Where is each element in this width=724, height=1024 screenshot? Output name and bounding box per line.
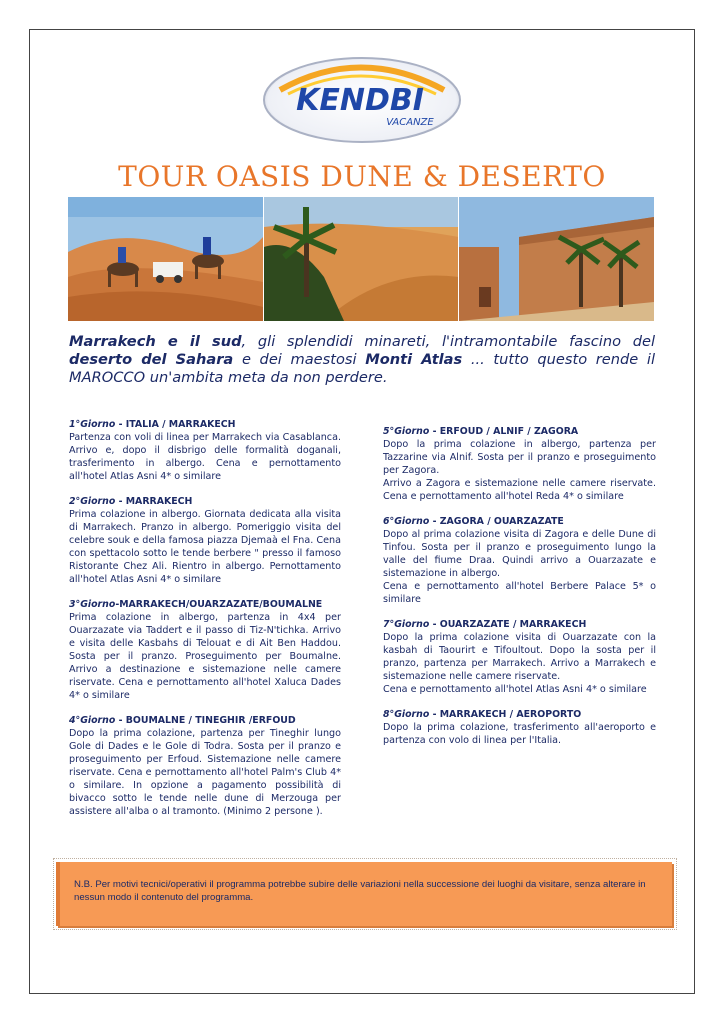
day-number: 6°Giorno [383,516,430,527]
note-text: N.B. Per motivi tecnici/operativi il programma potrebbe subire delle variazioni nella successione dei luoghi da visitare, senza alterare in nessun modo il contenuto del programma. [74,879,646,903]
day-title: - ITALIA / MARRAKECH [115,419,236,430]
photo-strip [68,197,654,321]
day-number: 8°Giorno [383,709,430,720]
day-title: - ZAGORA / OUARZAZATE [429,516,564,527]
day-description: Dopo la prima colazione, partenza per Tineghir lungo Gole di Dades e le Gole di Todra. Sosta per il pranzo e proseguimento per Erfoud. Sistemazione nelle camere riservate. Cena e pernottamento all'hotel Palm's Club 4* o similare. In opzione a pagamento possibilità di bivacco sotto le tende nelle dune di Merzouga per assistere all'alba o al tramonto. (Minimo 2 persone ). [69,728,341,817]
day-6 [383,515,656,606]
day-3 [69,598,341,702]
day-description-extra: Arrivo a Zagora e sistemazione nelle camere riservate. Cena e pernottamento all'hotel Reda 4* o similare [383,478,656,502]
day-heading [69,598,341,611]
intro-highlight-atlas: Monti Atlas [365,351,463,368]
kendbi-logo [260,50,464,146]
day-number: 4°Giorno [69,715,116,726]
desert-camels-jeep-photo [68,197,263,321]
day-heading [69,714,341,727]
day-4 [69,714,341,818]
kasbah-walls-photo [459,197,654,321]
day-8 [383,708,656,747]
intro-paragraph [69,333,655,387]
day-title: - MARRAKECH / AEROPORTO [429,709,582,720]
day-heading [383,618,656,631]
note-box [56,862,672,926]
day-heading [383,708,656,721]
intro-text: e dei maestosi [233,351,366,368]
palm-dunes-photo [264,197,459,321]
page-title: TOUR OASIS DUNE & DESERTO [118,160,606,193]
day-description: Prima colazione in albergo. Giornata dedicata alla visita di Marrakech. Pranzo in albergo. Pomeriggio visita del celebre souk e della famosa piazza Djemaà el Fna. Cena con spettacolo sotto le tende berbere " presso il famoso Ristorante Chez Ali. Rientro in albergo. Pernottamento all'hotel Atlas Asni 4* o similare [69,509,341,585]
day-description: Dopo la prima colazione, trasferimento all'aeroporto e partenza con volo di linea per l'Italia. [383,722,656,746]
itinerary-left-column [69,418,341,830]
day-number: 2°Giorno [69,496,116,507]
day-description: Prima colazione in albergo, partenza in 4x4 per Ouarzazate via Taddert e il passo di Tiz-N'tichka. Arrivo e visita delle Kasbahs di Telouat e di Ait Ben Haddou. Sosta per il pranzo. Proseguimento per Boumalne. Arrivo a destinazione e sistemazione nelle camere riservate. Cena e pernottamento all'hotel Xaluca Dades 4* o similare [69,612,341,701]
day-description: Dopo la prima colazione in albergo, partenza per Tazzarine via Alnif. Sosta per il pranzo e proseguimento per Zagora. [383,439,656,476]
day-description-extra: Cena e pernottamento all'hotel Berbere Palace 5* o similare [383,581,656,605]
day-title: -MARRAKECH/OUARZAZATE/BOUMALNE [115,599,323,610]
day-number: 3°Giorno [69,599,116,610]
day-title: - OUARZAZATE / MARRAKECH [429,619,587,630]
note-accent-bar [56,862,60,926]
intro-highlight-sahara: deserto del Sahara [69,351,234,368]
itinerary-right-column [383,425,656,759]
day-description: Dopo la prima colazione visita di Ouarzazate con la kasbah di Taourirt e Tifoultout. Dopo la sosta per il pranzo, partenza per Marrakech. Arrivo a Marrakech e sistemazione nelle camere riservate. [383,632,656,682]
day-description: Dopo al prima colazione visita di Zagora e delle Dune di Tinfou. Sosta per il pranzo e proseguimento lungo la valle del fiume Draa. Quindi arrivo a Ouarzazate e sistemazione in albergo. [383,529,656,579]
day-heading [383,515,656,528]
day-2 [69,495,341,586]
day-heading [383,425,656,438]
day-number: 5°Giorno [383,426,430,437]
day-heading [69,495,341,508]
day-description-extra: Cena e pernottamento all'hotel Atlas Asni 4* o similare [383,684,647,695]
day-title: - ERFOUD / ALNIF / ZAGORA [429,426,579,437]
day-7 [383,618,656,696]
day-number: 1°Giorno [69,419,116,430]
day-number: 7°Giorno [383,619,430,630]
logo-tagline: VACANZE [386,117,434,128]
day-title: - MARRAKECH [115,496,193,507]
day-title: - BOUMALNE / TINEGHIR /ERFOUD [115,715,296,726]
intro-text: ... tutto questo rende il MAROCCO un'ambita meta da non perdere. [69,351,656,386]
intro-highlight-marrakech: Marrakech e il sud [69,333,242,350]
day-heading [69,418,341,431]
logo-wordmark: KENDBI [296,83,424,118]
day-1 [69,418,341,483]
day-5 [383,425,656,503]
intro-text: , gli splendidi minareti, l'intramontabile fascino del [241,333,655,350]
day-description: Partenza con voli di linea per Marrakech via Casablanca. Arrivo e, dopo il disbrigo delle formalità doganali, trasferimento in albergo. Cena e pernottamento all'hotel Atlas Asni 4* o similare [69,432,341,482]
